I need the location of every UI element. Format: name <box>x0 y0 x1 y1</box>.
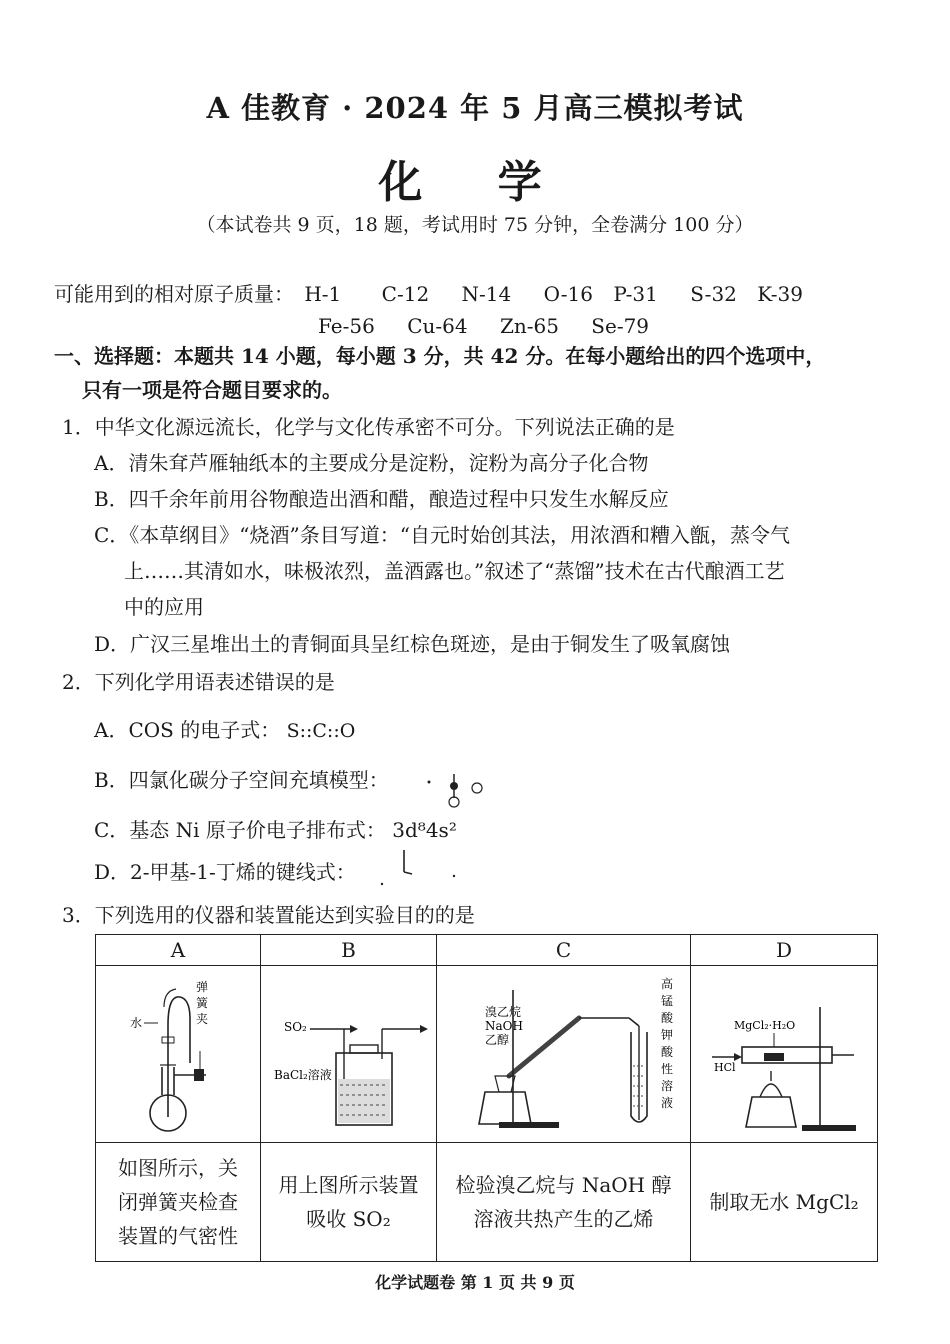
section-heading: 一、选择题：本题共 14 小题，每小题 3 分，共 42 分。在每小题给出的四个选项中， <box>54 344 826 368</box>
description-cell-d <box>691 1143 878 1262</box>
description-cell-c <box>437 1143 691 1262</box>
q2-option-a <box>94 716 355 745</box>
q2-option-c <box>94 816 457 844</box>
bond-line-figure <box>372 846 472 890</box>
desc-line: 如图所示，关 <box>118 1156 238 1180</box>
desc-line: 用上图所示装置 <box>278 1173 419 1197</box>
q1-stem: 1．中华文化源远流长，化学与文化传承密不可分。下列说法正确的是 <box>62 415 675 439</box>
mass-item: O-16 <box>543 282 593 306</box>
figure-cell-a <box>96 966 261 1143</box>
label-bacl2: BaCl₂溶液 <box>273 1068 332 1082</box>
desc-line: 溶液共热产生的乙烯 <box>473 1207 654 1231</box>
q2-option-b-text: B．四氯化碳分子空间充填模型： <box>94 768 389 792</box>
mass-item: P-31 <box>613 282 658 306</box>
label-water: 水 <box>130 1016 143 1030</box>
mass-item: Zn-65 <box>499 314 559 338</box>
ccl4-model-figure <box>415 768 495 810</box>
description-cell-b <box>261 1143 437 1262</box>
desc-line: 检验溴乙烷与 NaOH 醇 <box>455 1173 672 1197</box>
figure-cell-c <box>437 966 691 1143</box>
desc-line: 闭弹簧夹检查 <box>118 1190 238 1214</box>
column-header: C <box>437 935 691 966</box>
description-cell-a <box>96 1143 261 1262</box>
q2-stem: 2．下列化学用语表述错误的是 <box>62 670 335 694</box>
desc-line: 吸收 SO₂ <box>306 1207 391 1231</box>
q1-option-d: D．广汉三星堆出土的青铜面具呈红棕色斑迹，是由于铜发生了吸氧腐蚀 <box>94 632 731 656</box>
column-header: B <box>261 935 437 966</box>
figure-cell-d <box>691 966 878 1143</box>
page-footer: 化学试题卷 第 1 页 共 9 页 <box>375 1273 575 1292</box>
label-bromoethane: 溴乙烷 <box>484 1005 521 1019</box>
mass-item: S-32 <box>690 282 737 306</box>
exam-title: A 佳教育 · 2024 年 5 月高三模拟考试 <box>206 91 744 125</box>
desc-line: 制取无水 MgCl₂ <box>709 1190 859 1214</box>
q1-option-c-cont: 上……其清如水，味极浓烈，盖酒露也。”叙述了“蒸馏”技术在古代酿酒工艺 <box>124 559 785 583</box>
label-spring-clamp: 弹簧夹 <box>196 980 209 1026</box>
q1-option-c: C．《本草纲目》“烧酒”条目写道：“自元时始创其法，用浓酒和糟入甑，蒸令气 <box>94 523 790 547</box>
label-so2: SO₂ <box>283 1020 307 1034</box>
figure-cell-b <box>261 966 437 1143</box>
atomic-mass-row2 <box>318 312 649 340</box>
label-ethanol: 乙醇 <box>484 1033 509 1047</box>
apparatus-b-figure <box>264 967 434 1137</box>
mass-item: Cu-64 <box>407 314 468 338</box>
label-hcl: HCl <box>714 1061 736 1074</box>
label-naoh: NaOH <box>484 1019 523 1033</box>
apparatus-d-figure <box>694 967 874 1137</box>
desc-line: 装置的气密性 <box>118 1224 238 1248</box>
exam-note: （本试卷共 9 页，18 题，考试用时 75 分钟，全卷满分 100 分） <box>196 214 754 236</box>
mass-item: Se-79 <box>591 314 650 338</box>
description-row <box>96 1143 878 1262</box>
q3-stem: 3．下列选用的仪器和装置能达到实验目的的是 <box>62 903 475 927</box>
section-heading-cont: 只有一项是符合题目要求的。 <box>82 378 342 402</box>
column-header: D <box>691 935 878 966</box>
q2-option-d-text: D．2-甲基-1-丁烯的键线式： <box>94 860 356 884</box>
apparatus-a-figure <box>98 967 258 1137</box>
mass-item: C-12 <box>381 282 430 306</box>
cos-electron-formula: S::C::O <box>286 720 356 742</box>
mass-item: N-14 <box>461 282 512 306</box>
apparatus-table <box>95 934 878 1262</box>
mass-item: H-1 <box>304 282 342 306</box>
atomic-mass-row1 <box>54 280 803 308</box>
table-header-row <box>96 935 878 966</box>
q1-option-a: A．清朱耷芦雁轴纸本的主要成分是淀粉，淀粉为高分子化合物 <box>94 451 649 475</box>
mass-item: Fe-56 <box>318 314 375 338</box>
label-mgcl2: MgCl₂·H₂O <box>734 1019 796 1032</box>
q2-option-b <box>94 766 389 794</box>
q1-option-b: B．四千余年前用谷物酿造出酒和醋，酿造过程中只发生水解反应 <box>94 487 669 511</box>
apparatus-c-figure <box>439 966 689 1138</box>
ni-electron-config: 3d⁸4s² <box>392 818 457 842</box>
q2-option-d <box>94 858 356 886</box>
subject-title: 化 学 <box>378 157 572 208</box>
atomic-mass-label: 可能用到的相对原子质量： <box>54 282 294 306</box>
column-header: A <box>96 935 261 966</box>
q2-option-a-text: A．COS 的电子式： <box>94 718 281 742</box>
mass-item: K-39 <box>757 282 803 306</box>
q1-option-c-cont2: 中的应用 <box>124 595 204 619</box>
q2-option-c-text: C．基态 Ni 原子价电子排布式： <box>94 818 386 842</box>
figure-row <box>96 966 878 1143</box>
label-kmno4: 高锰酸钾酸性溶液 <box>660 977 673 1110</box>
